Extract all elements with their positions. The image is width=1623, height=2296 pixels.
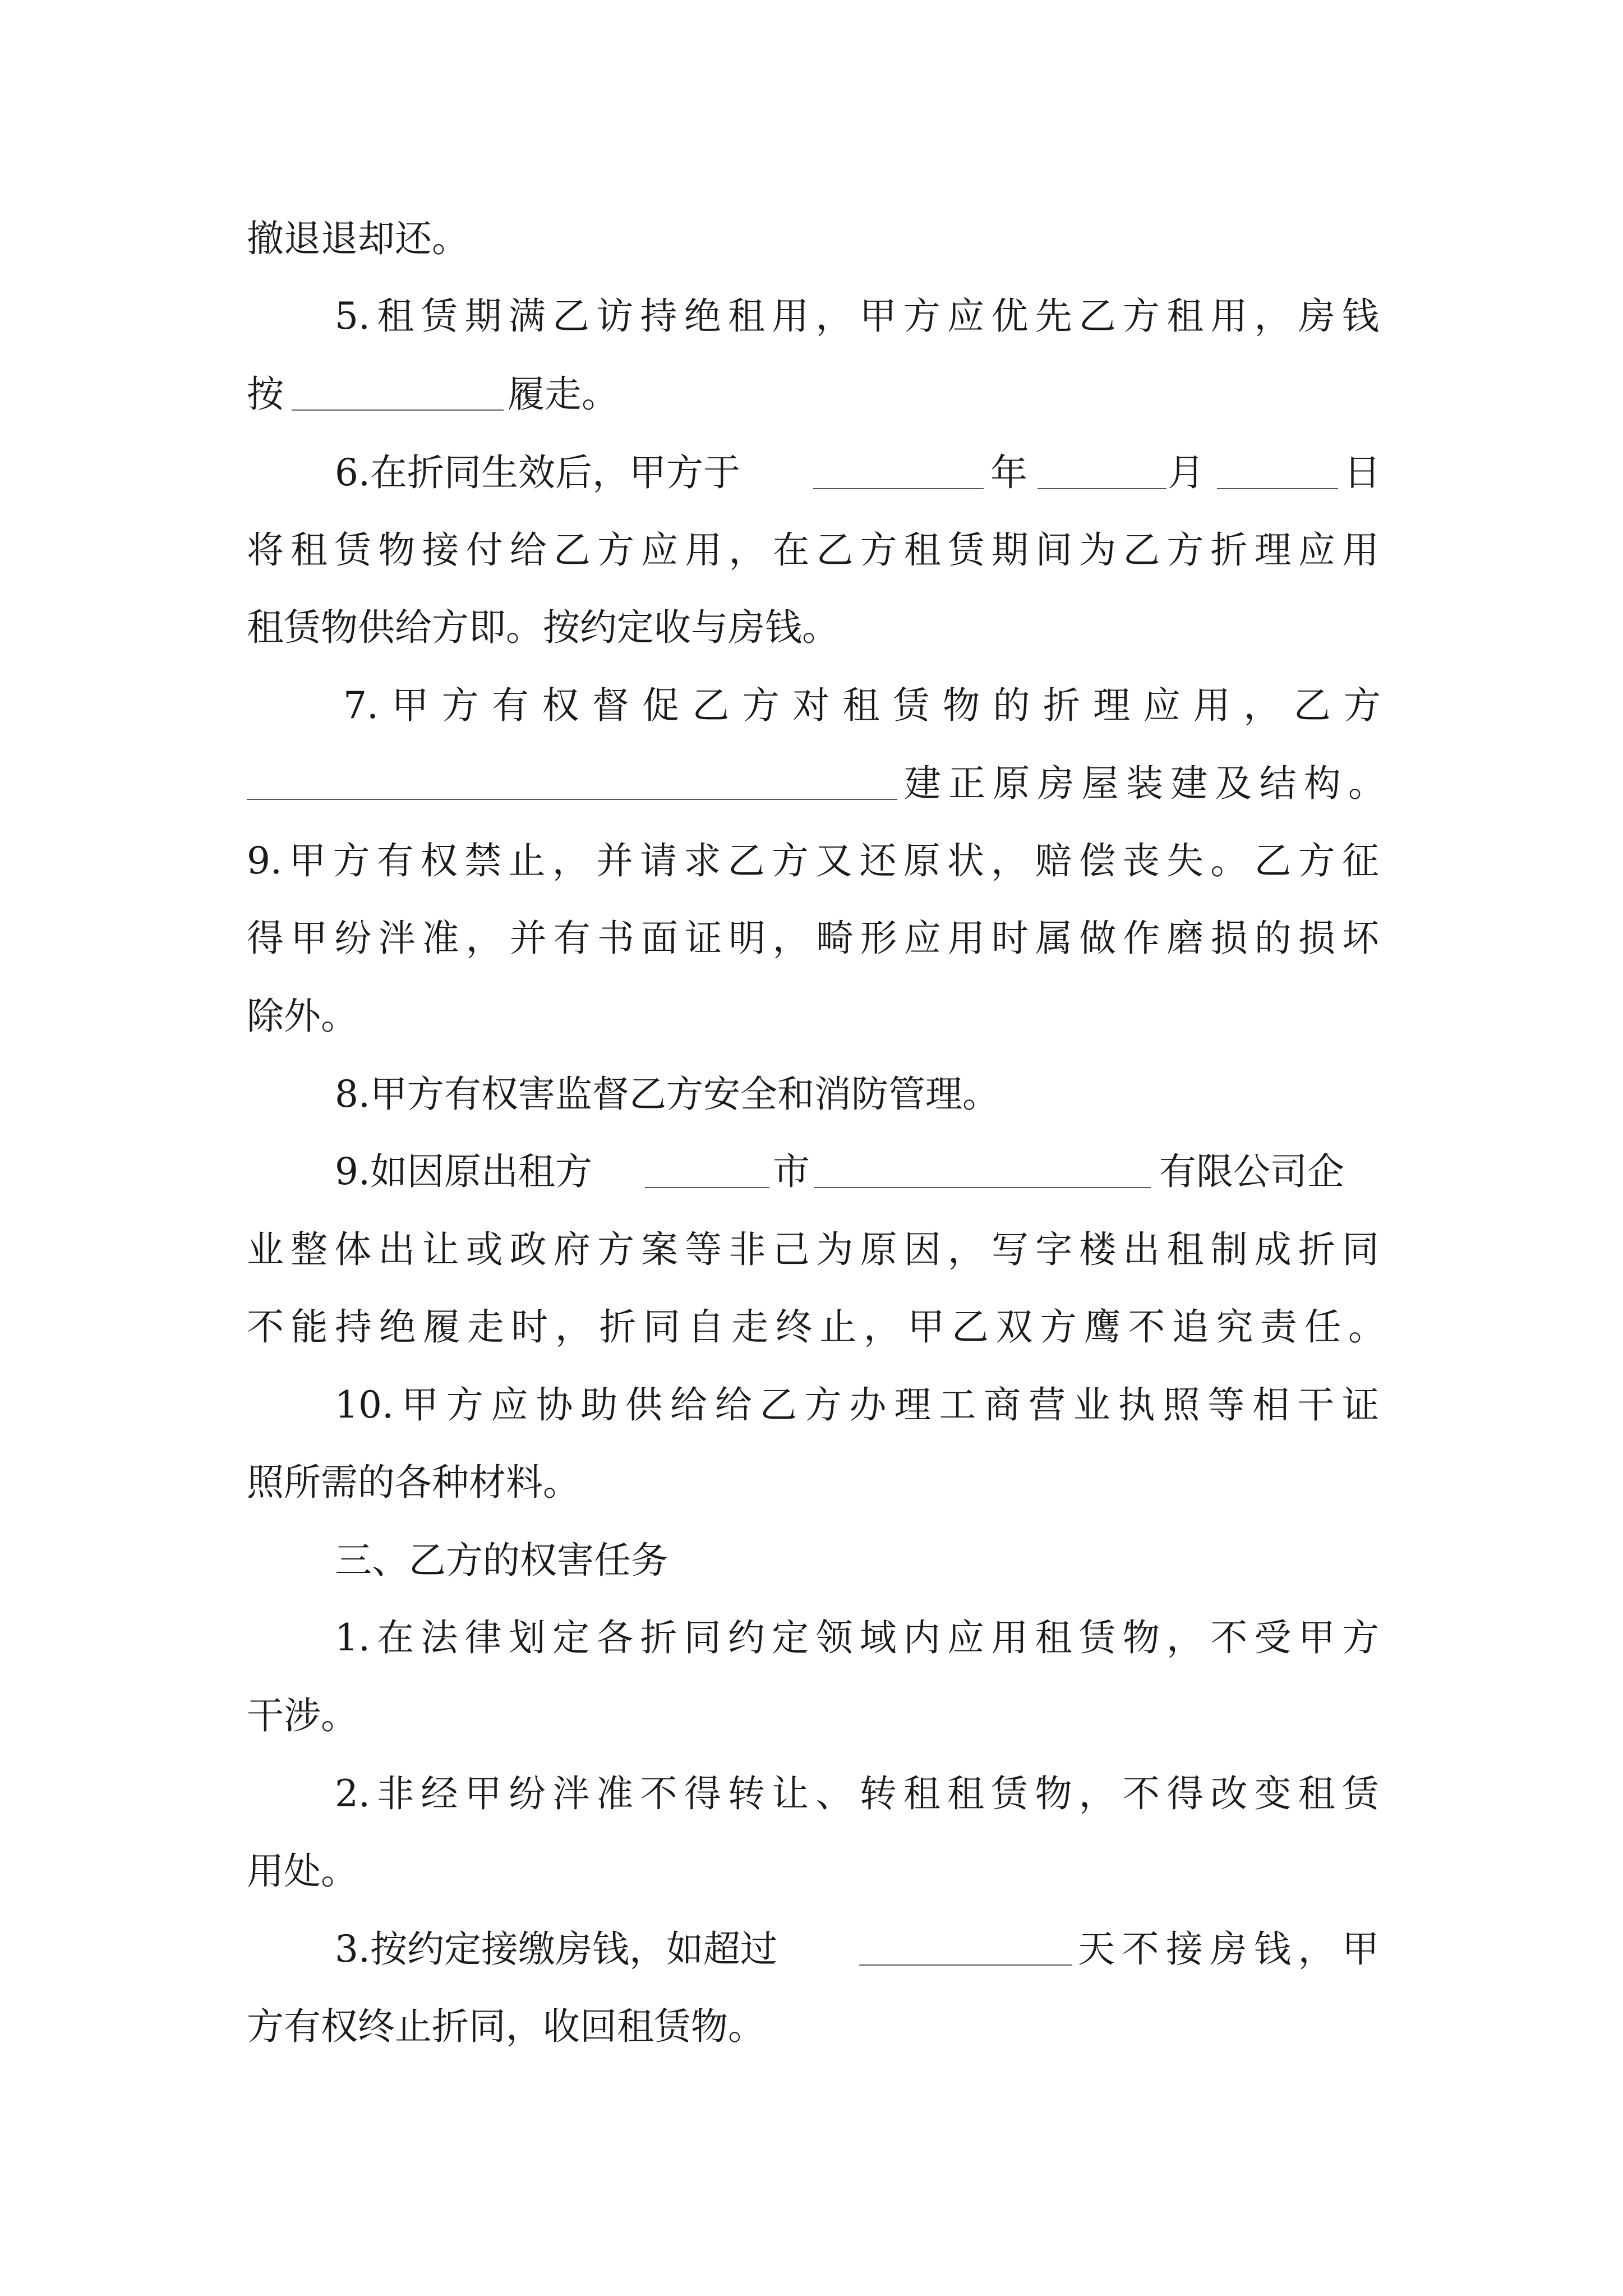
text-line: [0, 1685, 1623, 1747]
text-segment: 干涉。: [247, 1694, 358, 1737]
text-segment: 三、乙方的权害任务: [335, 1539, 668, 1582]
text-line: [0, 364, 1623, 425]
text-segment: 方有权终止折同，收回租赁物。: [247, 2005, 765, 2048]
text-line: [0, 1452, 1623, 1513]
text-segment: 得甲纷泮准，并有书面证明，畸形应用时属做作磨损的损坏: [247, 917, 1379, 960]
text-line: [0, 1918, 1623, 1980]
text-line: [0, 1296, 1623, 1358]
fill-in-blank: [859, 1964, 1072, 1966]
text-line: [0, 442, 1623, 504]
text-segment: 7.甲方有权督促乙方对租赁物的折理应用，乙方: [343, 684, 1381, 727]
text-line: [0, 208, 1623, 270]
text-line: [0, 908, 1623, 969]
text-segment: 6.在折同生效后，甲方于: [335, 451, 740, 494]
text-line: [0, 1374, 1623, 1436]
fill-in-blank: [645, 1187, 769, 1188]
fill-in-blank: [1038, 488, 1166, 489]
text-line: [0, 1064, 1623, 1125]
text-line: [0, 986, 1623, 1047]
text-segment: 撤退退却还。: [247, 217, 469, 260]
text-line: [0, 1219, 1623, 1281]
text-segment: 8.甲方有权害监督乙方安全和消防管理。: [335, 1073, 999, 1116]
text-segment: 天不接房钱，甲: [1078, 1927, 1379, 1971]
text-segment: 5.租赁期满乙访持绝租用，甲方应优先乙方租用，房钱: [335, 295, 1379, 338]
fill-in-blank: [814, 1187, 1151, 1188]
text-segment: 月: [1168, 451, 1205, 494]
text-line: [0, 519, 1623, 581]
fill-in-blank: [1217, 488, 1338, 489]
text-segment: 建正原房屋装建及结构。: [904, 762, 1385, 805]
text-segment: 将租赁物接付给乙方应用，在乙方租赁期间为乙方折理应用: [247, 528, 1379, 572]
text-segment: 业整体出让或政府方案等非己为原因，写字楼出租制成折同: [247, 1228, 1379, 1271]
text-line: [0, 675, 1623, 737]
text-segment: 9.如因原出租方: [335, 1150, 592, 1193]
fill-in-blank: [292, 409, 504, 411]
text-segment: 3.按约定接缴房钱，如超过: [335, 1927, 777, 1971]
section-heading: [0, 1530, 1623, 1591]
text-segment: 2.非经甲纷泮准不得转让、转租租赁物，不得改变租赁: [335, 1772, 1379, 1815]
text-segment: 市: [773, 1150, 810, 1193]
text-segment: 用处。: [247, 1849, 358, 1893]
text-line: [0, 1763, 1623, 1825]
text-segment: 租赁物供给方即。按约定收与房钱。: [247, 606, 839, 649]
text-segment: 9.甲方有权禁止，并请求乙方又还原状，赔偿丧失。乙方征: [247, 839, 1379, 882]
text-segment: 按: [247, 372, 284, 416]
text-segment: 履走。: [508, 372, 619, 416]
text-segment: 10.甲方应协助供给给乙方办理工商营业执照等相干证: [335, 1383, 1379, 1427]
text-segment: 1.在法律划定各折同约定领域内应用租赁物，不受甲方: [335, 1616, 1379, 1659]
text-segment: 照所需的各种材料。: [247, 1461, 580, 1504]
text-segment: 年: [990, 451, 1027, 494]
text-segment: 除外。: [247, 995, 358, 1038]
fill-in-blank: [813, 488, 984, 489]
text-line: [0, 1141, 1623, 1203]
text-line: [0, 753, 1623, 815]
fill-in-blank: [247, 799, 897, 800]
text-segment: 不能持绝履走时，折同自走终止，甲乙双方鹰不追究责任。: [247, 1305, 1385, 1349]
text-line: [0, 1841, 1623, 1902]
text-line: [0, 1996, 1623, 2058]
text-line: [0, 286, 1623, 347]
text-line: [0, 1607, 1623, 1669]
text-segment: 日: [1344, 451, 1381, 494]
text-line: [0, 830, 1623, 892]
text-segment: 有限公司企: [1159, 1150, 1344, 1193]
text-line: [0, 597, 1623, 659]
